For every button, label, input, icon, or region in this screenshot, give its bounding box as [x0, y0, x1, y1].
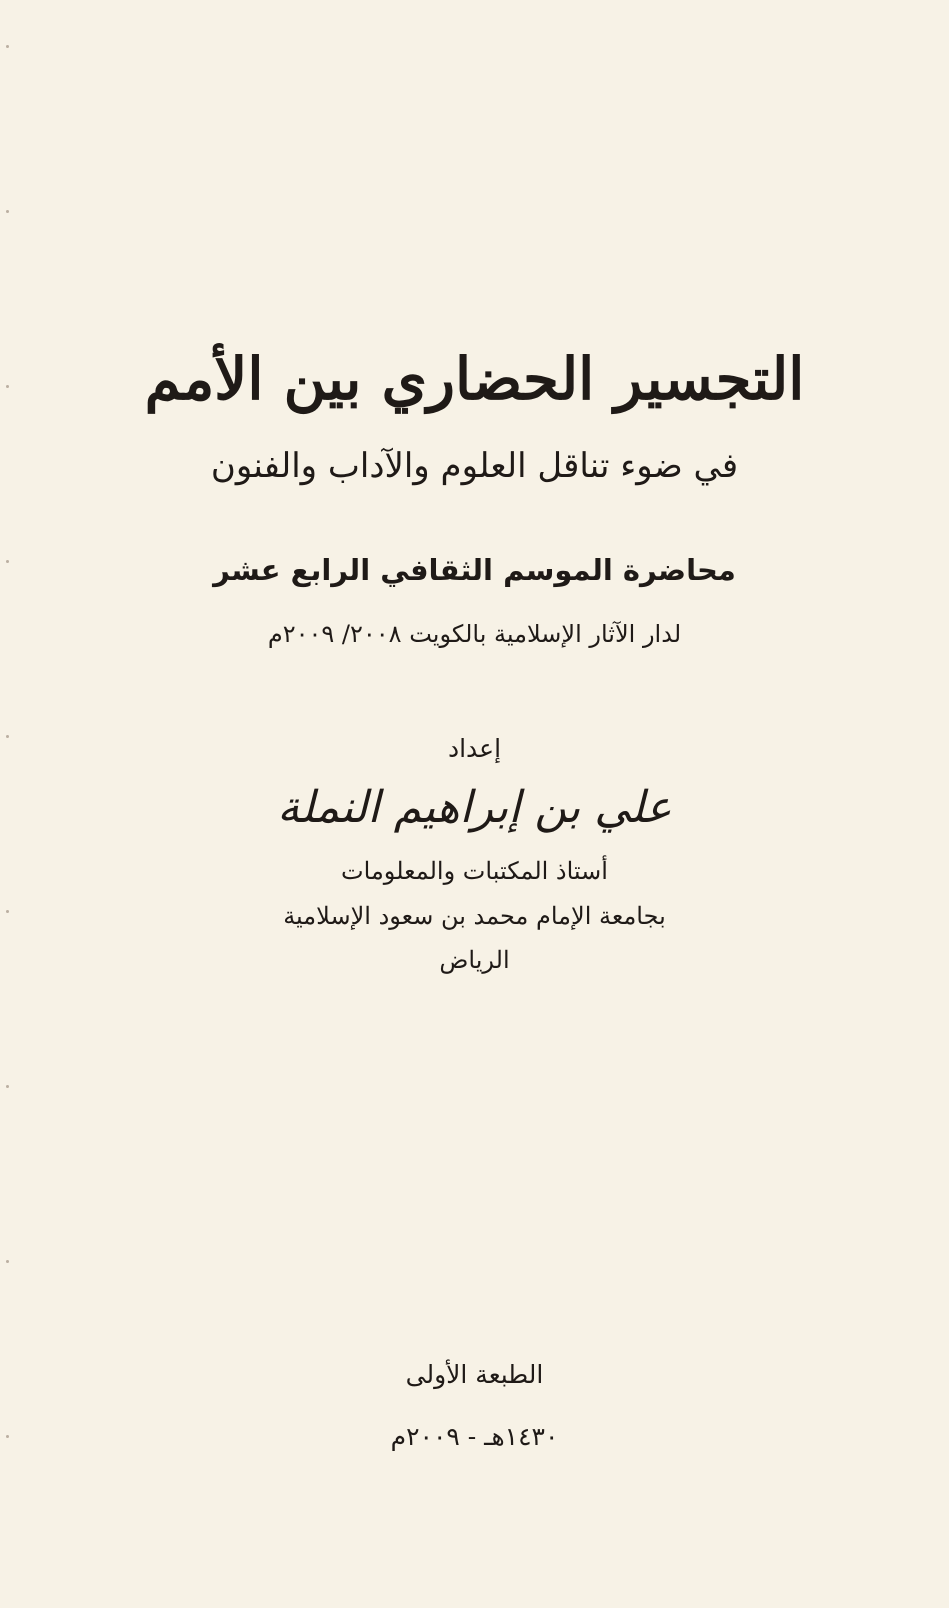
scan-mark: [6, 45, 9, 48]
scan-mark: [6, 385, 9, 388]
scan-mark: [6, 1435, 9, 1438]
author-name: علي بن إبراهيم النملة: [277, 782, 672, 833]
scan-mark: [6, 560, 9, 563]
scan-mark: [6, 1260, 9, 1263]
lecture-venue: لدار الآثار الإسلامية بالكويت ٢٠٠٨/ ٢٠٠٩م: [267, 620, 682, 648]
author-university: بجامعة الإمام محمد بن سعود الإسلامية: [283, 902, 666, 930]
edition-label: الطبعة الأولى: [405, 1360, 544, 1389]
author-city: الرياض: [439, 946, 510, 974]
prepared-by-label: إعداد: [447, 734, 502, 763]
edition-date: ١٤٣٠هـ - ٢٠٠٩م: [390, 1422, 559, 1451]
book-title: التجسير الحضاري بين الأمم: [144, 345, 805, 413]
book-subtitle: في ضوء تناقل العلوم والآداب والفنون: [210, 446, 739, 486]
scan-mark: [6, 735, 9, 738]
scan-mark: [6, 210, 9, 213]
scan-mark: [6, 910, 9, 913]
scan-mark: [6, 1085, 9, 1088]
lecture-title: محاضرة الموسم الثقافي الرابع عشر: [213, 553, 736, 587]
author-position: أستاذ المكتبات والمعلومات: [341, 857, 608, 885]
